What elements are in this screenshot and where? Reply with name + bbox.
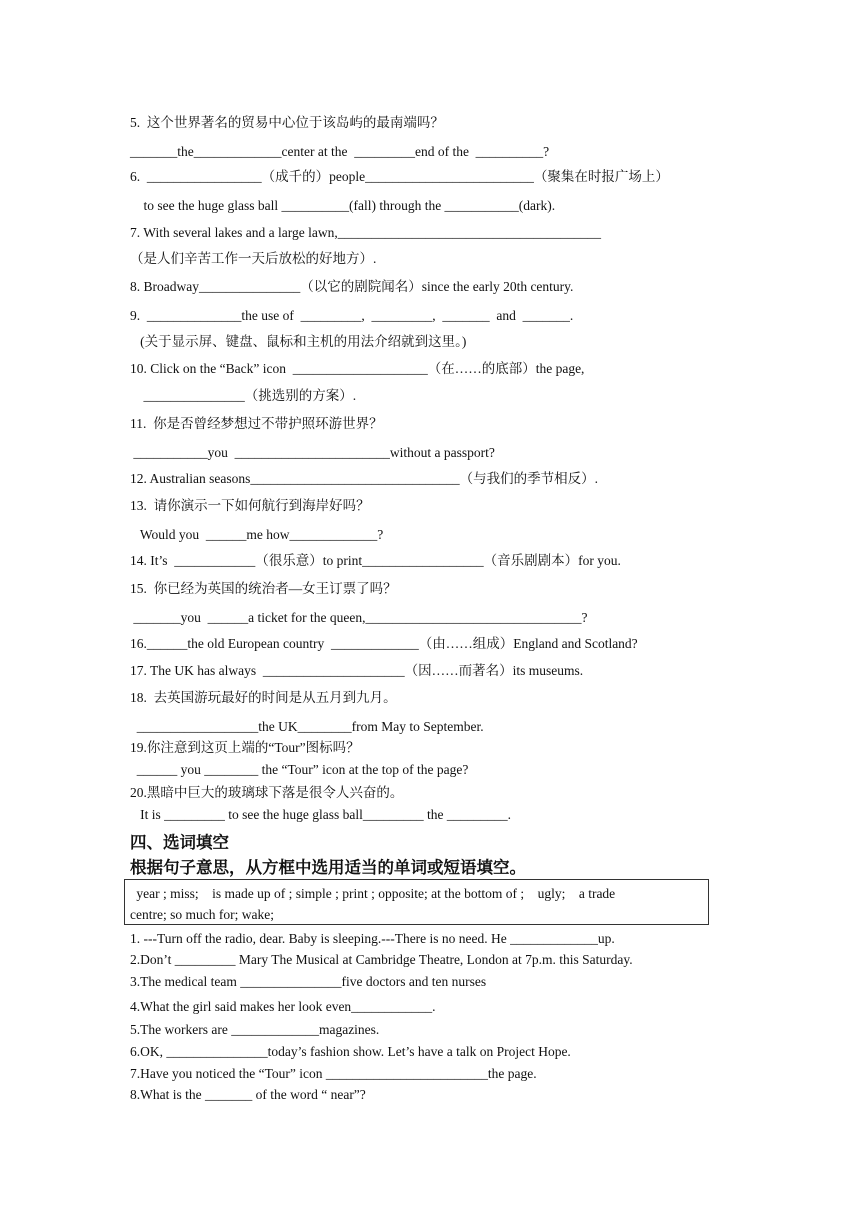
line-6-en: 6. _________________（成千的）people_________________________（聚集在时报广场上）	[130, 169, 669, 184]
line-15-cn: 15. 你已经为英国的统治者—女王订票了吗？	[130, 581, 397, 596]
line-15-en: _______you ______a ticket for the queen,________________________________?	[130, 610, 588, 625]
line-13-en: Would you ______me how_____________?	[130, 527, 384, 542]
line-6-cont: to see the huge glass ball __________(fall) through the ___________(dark).	[130, 198, 556, 213]
exercise-3: 3.The medical team _______________five doctors and ten nurses	[130, 974, 487, 989]
exercise-1: 1. ---Turn off the radio, dear. Baby is sleeping.---There is no need. He _____________up.	[130, 931, 615, 946]
word-box-line-1: year ; miss; is made up of ; simple ; print ; opposite; at the bottom of ; ugly; a trade	[133, 886, 616, 901]
line-20-cn: 20.黑暗中巨大的玻璃球下落是很令人兴奋的。	[130, 785, 404, 800]
line-13-cn: 13. 请你演示一下如何航行到海岸好吗？	[130, 498, 370, 513]
exercise-7: 7.Have you noticed the “Tour” icon ________________________the page.	[130, 1066, 537, 1081]
line-18-cn: 18. 去英国游玩最好的时间是从五月到九月。	[130, 690, 397, 705]
line-10-en: 10. Click on the “Back” icon ____________________（在……的底部）the page,	[130, 361, 585, 376]
line-5-cn: 5. 这个世界著名的贸易中心位于该岛屿的最南端吗？	[130, 115, 444, 130]
section-4-title: 四、选词填空	[130, 833, 229, 852]
line-20-en: It is _________ to see the huge glass ball_________ the _________.	[130, 807, 511, 822]
exercise-2: 2.Don’t _________ Mary The Musical at Cambridge Theatre, London at 7p.m. this Saturday.	[130, 952, 633, 967]
line-9-en: 9. ______________the use of _________, _________, _______ and _______.	[130, 308, 574, 323]
line-7-cn: （是人们辛苦工作一天后放松的好地方）.	[130, 251, 377, 266]
line-14: 14. It’s ____________（很乐意）to print__________________（音乐剧剧本）for you.	[130, 553, 621, 568]
line-11-en: ___________you _______________________without a passport?	[130, 445, 495, 460]
exercise-8: 8.What is the _______ of the word “ near”?	[130, 1087, 366, 1102]
line-11-cn: 11. 你是否曾经梦想过不带护照环游世界？	[130, 416, 383, 431]
line-10-cont: _______________（挑选别的方案）.	[130, 388, 357, 403]
exercise-5: 5.The workers are _____________magazines.	[130, 1022, 380, 1037]
line-18-en: __________________the UK________from May to September.	[130, 719, 484, 734]
word-box-line-2: centre; so much for; wake;	[130, 907, 274, 922]
line-19-en: ______ you ________ the “Tour” icon at the top of the page?	[130, 762, 469, 777]
line-16: 16.______the old European country _____________（由……组成）England and Scotland?	[130, 636, 638, 651]
line-8: 8. Broadway_______________（以它的剧院闻名）since the early 20th century.	[130, 279, 574, 294]
line-7-en: 7. With several lakes and a large lawn,_______________________________________	[130, 225, 602, 240]
line-5-en: _______the_____________center at the _________end of the __________?	[130, 144, 550, 159]
word-box	[124, 879, 709, 925]
line-9-cn: (关于显示屏、键盘、鼠标和主机的用法介绍就到这里。)	[130, 334, 467, 349]
line-17: 17. The UK has always _____________________（因……而著名）its museums.	[130, 663, 584, 678]
exercise-6: 6.OK, _______________today’s fashion show. Let’s have a talk on Project Hope.	[130, 1044, 571, 1059]
section-4-instruction: 根据句子意思，从方框中选用适当的单词或短语填空。	[130, 858, 526, 877]
exercise-4: 4.What the girl said makes her look even____________.	[130, 999, 436, 1014]
line-12: 12. Australian seasons_______________________________（与我们的季节相反）.	[130, 471, 598, 486]
line-19-cn: 19.你注意到这页上端的“Tour”图标吗？	[130, 740, 360, 755]
